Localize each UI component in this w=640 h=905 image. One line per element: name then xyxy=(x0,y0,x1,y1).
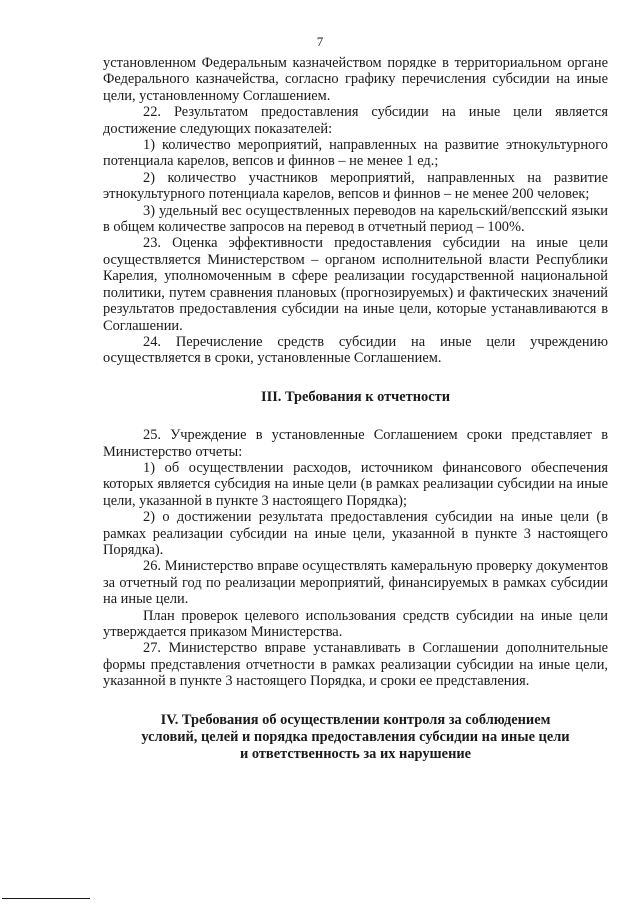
document-body xyxy=(103,55,608,763)
paragraph-22: 22. Результатом предоставления субсидии на иные цели является достижение следующих показателей: xyxy=(103,104,608,137)
indicator-2: 2) количество участников мероприятий, направленных на развитие этнокультурного потенциала карелов, вепсов и финнов – не менее 200 человек; xyxy=(103,169,608,203)
section-4-heading xyxy=(103,712,608,763)
paragraph-continuation: установленном Федеральным казначейством порядке в территориальном органе Федерального казначейства, согласно графику перечисления субсидии на иные цели, установленному Соглашением. xyxy=(103,55,608,104)
section-4-heading-line-1: IV. Требования об осуществлении контроля за соблюдением xyxy=(160,711,551,728)
section-4-heading-line-2: условий, целей и порядка предоставления субсидии на иные цели xyxy=(141,728,570,745)
indicator-3: 3) удельный вес осуществленных переводов на карельский/вепсский языки в общем количестве запросов на перевод в отчетный период – 100%. xyxy=(103,202,608,236)
paragraph-25: 25. Учреждение в установленные Соглашением сроки представляет в Министерство отчеты: xyxy=(103,427,608,460)
section-3-heading: III. Требования к отчетности xyxy=(261,388,450,405)
paragraph-inspection-plan: План проверок целевого использования средств субсидии на иные цели утверждается приказом Министерства. xyxy=(103,607,608,640)
report-item-2: 2) о достижении результата предоставления субсидии на иные цели (в рамках реализации субсидии на иные цели, указанной в пункте 3 настоящего Порядка). xyxy=(103,509,608,558)
footer-rule xyxy=(2,898,90,899)
paragraph-27: 27. Министерство вправе устанавливать в Соглашении дополнительные формы представления отчетности в рамках реализации субсидии на иные цели, указанной в пункте 3 настоящего Порядка, и сроки ее представления. xyxy=(103,640,608,690)
paragraph-26: 26. Министерство вправе осуществлять камеральную проверку документов за отчетный год по реализации мероприятий, финансируемых в рамках субсидии на иные цели. xyxy=(103,558,608,608)
paragraph-23: 23. Оценка эффективности предоставления субсидии на иные цели осуществляется Министерством – органом исполнительной власти Республики Карелия, уполномоченным в сфере реализации государственной национальной политики, путем сравнения плановых (прогнозируемых) и фактических значений результатов предоставления субсидии на иные цели, которые устанавливаются в Соглашении. xyxy=(103,235,608,334)
page-number: 7 xyxy=(316,34,324,49)
section-4-heading-line-3: и ответственность за их нарушение xyxy=(239,745,472,762)
indicator-1: 1) количество мероприятий, направленных на развитие этнокультурного потенциала карелов, вепсов и финнов – не менее 1 ед.; xyxy=(103,137,608,170)
paragraph-24: 24. Перечисление средств субсидии на иные цели учреждению осуществляется в сроки, установленные Соглашением. xyxy=(103,333,608,367)
report-item-1: 1) об осуществлении расходов, источником финансового обеспечения которых является субсидия на иные цели (в рамках реализации субсидии на иные цели, указанной в пункте 3 настоящего Порядка); xyxy=(103,459,608,509)
